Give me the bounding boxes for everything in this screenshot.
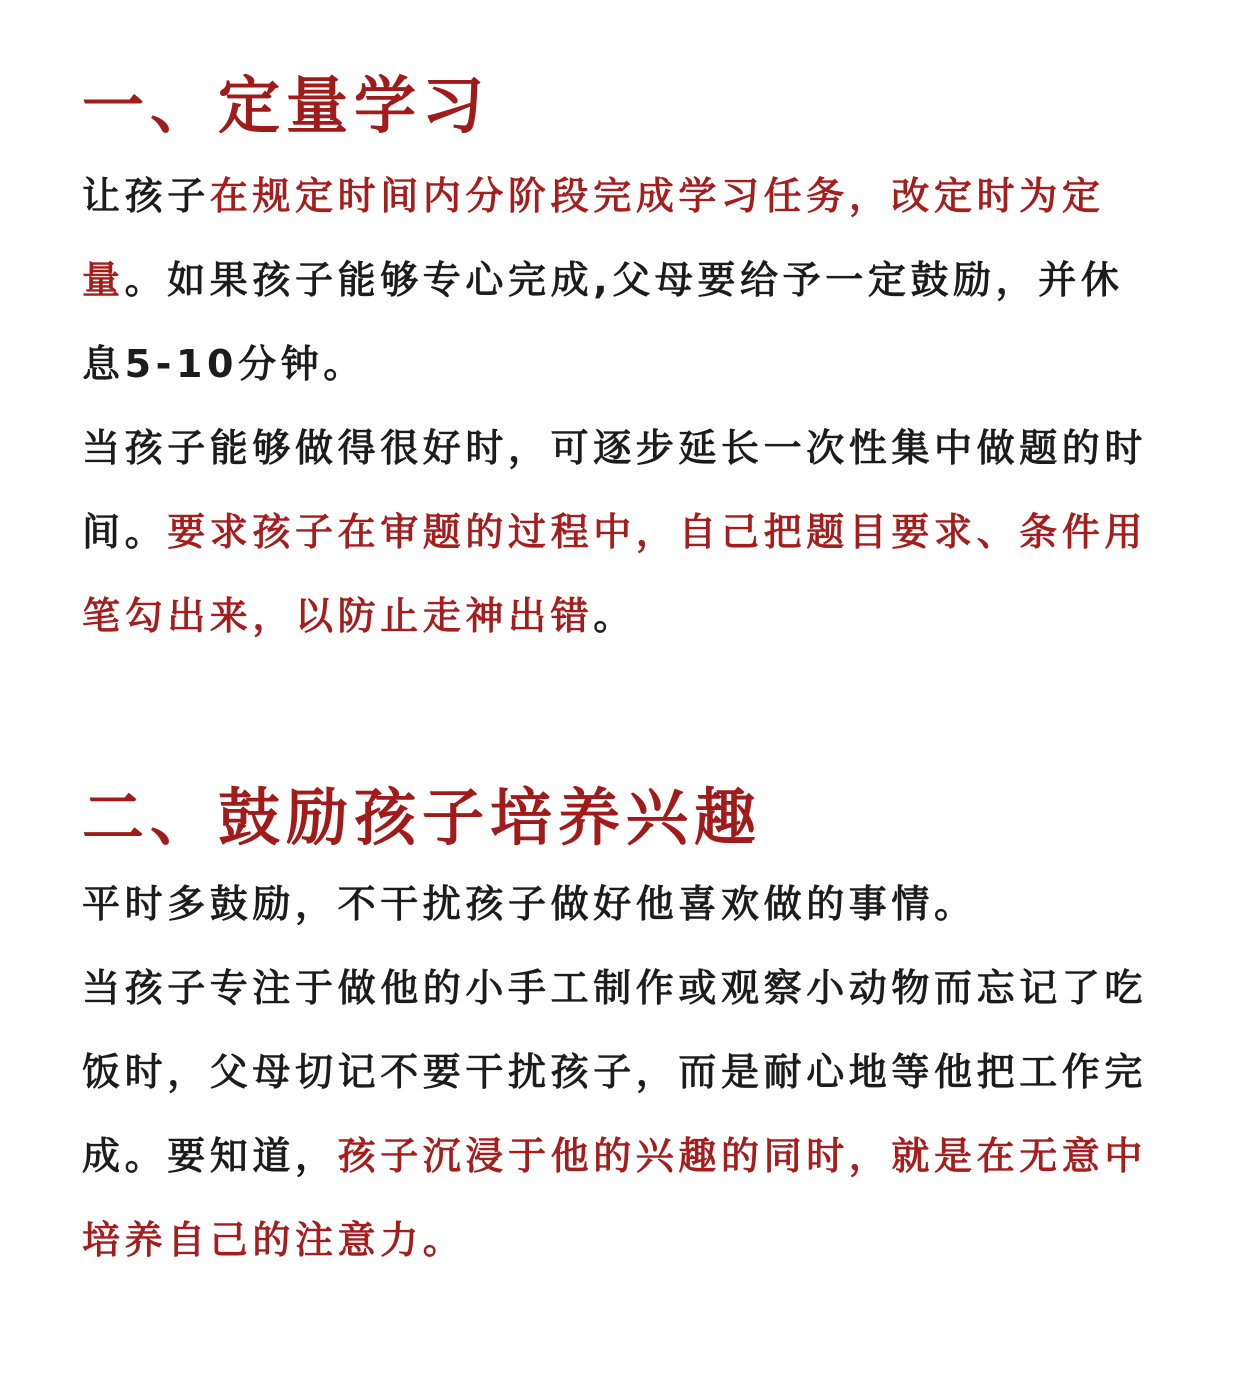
text-run: 。如果孩子能够专心完成,父母要给予一定鼓励，并休息5-10分钟。 [82, 258, 1124, 386]
text-run: 平时多鼓励，不干扰孩子做好他喜欢做的事情。 [82, 882, 977, 926]
text-run: 。 [593, 594, 636, 638]
section-quantitative-learning [82, 68, 1162, 658]
highlighted-text-run: 要求孩子在审题的过程中，自己把题目要求、条件用笔勾出来，以防止走神出错 [82, 510, 1148, 638]
text-run: 让孩子 [82, 174, 210, 218]
paragraph [82, 946, 1162, 1282]
section-heading: 一、定量学习 [82, 69, 491, 142]
highlighted-text-run: 在规定时间内分阶段完成学习任务，改定时为定量 [82, 174, 1105, 302]
paragraph [82, 154, 1162, 406]
section-heading: 二、鼓励孩子培养兴趣 [82, 781, 763, 854]
text-run: 当孩子专注于做他的小手工制作或观察小动物而忘记了吃饭时，父母切记不要干扰孩子，而是耐心地等他把工作完成。要知道， [82, 966, 1148, 1178]
paragraph [82, 862, 1162, 946]
text-run: 当孩子能够做得很好时，可逐步延长一次性集中做题的时间。 [82, 426, 1148, 554]
highlighted-text-run: 孩子沉浸于他的兴趣的同时，就是在无意中培养自己的注意力。 [82, 1134, 1148, 1262]
section-encourage-interests [82, 780, 1162, 1282]
paragraph [82, 406, 1162, 658]
